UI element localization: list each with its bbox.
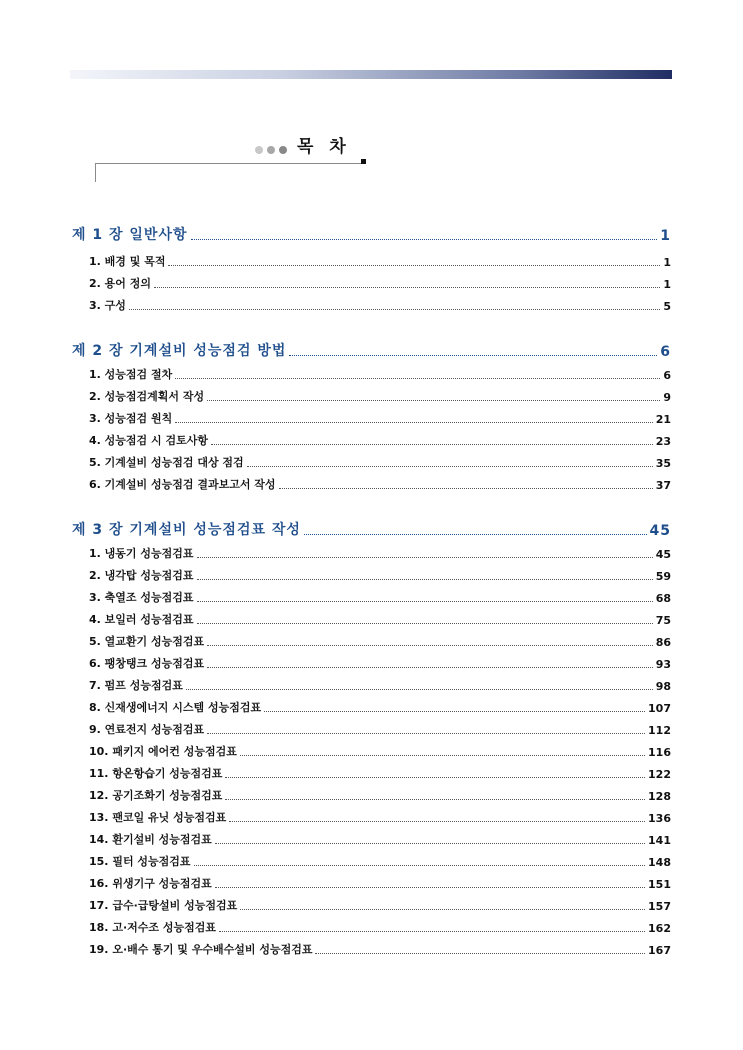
entry-label: 17. 급수·급탕설비 성능점검표	[89, 899, 238, 912]
title-square-marker	[361, 159, 366, 164]
toc-title-block	[95, 138, 375, 184]
toc-entry[interactable]	[89, 432, 671, 448]
toc-entry[interactable]	[89, 875, 671, 891]
entry-page: 93	[655, 658, 671, 671]
chapter-page: 1	[660, 228, 671, 244]
dot-leader	[175, 378, 660, 379]
toc-entry[interactable]	[89, 297, 671, 313]
entry-label: 11. 항온항습기 성능점검표	[89, 767, 223, 780]
toc-entry[interactable]	[89, 589, 671, 605]
entry-label: 3. 축열조 성능점검표	[89, 591, 194, 604]
dot-leader	[229, 821, 645, 822]
entry-page: 148	[648, 856, 671, 869]
entry-label: 13. 팬코일 유닛 성능점검표	[89, 811, 227, 824]
entry-page: 141	[648, 834, 671, 847]
entry-page: 86	[655, 636, 671, 649]
toc-entry[interactable]	[89, 787, 671, 803]
toc-entry[interactable]	[89, 831, 671, 847]
entry-label: 2. 용어 정의	[89, 277, 151, 290]
entry-page: 35	[655, 457, 671, 470]
entry-label: 6. 팽창탱크 성능점검표	[89, 657, 205, 670]
entry-page: 112	[648, 724, 671, 737]
entry-label: 18. 고·저수조 성능점검표	[89, 921, 216, 934]
toc-chapter-2[interactable]	[72, 340, 671, 360]
entry-page: 162	[648, 922, 671, 935]
entry-label: 1. 배경 및 목적	[89, 255, 166, 268]
entry-label: 12. 공기조화기 성능점검표	[89, 789, 223, 802]
toc-entry[interactable]	[89, 721, 671, 737]
entry-page: 37	[655, 479, 671, 492]
entry-page: 21	[655, 413, 671, 426]
toc-entry[interactable]	[89, 454, 671, 470]
entry-label: 15. 필터 성능점검표	[89, 855, 191, 868]
toc-entry[interactable]	[89, 476, 671, 492]
entry-page: 1	[663, 278, 671, 291]
toc-entry[interactable]	[89, 677, 671, 693]
dot-leader	[197, 623, 653, 624]
title-underline	[95, 163, 363, 164]
toc-entry[interactable]	[89, 567, 671, 583]
dot-leader	[207, 400, 660, 401]
toc-entry[interactable]	[89, 941, 671, 957]
entry-page: 167	[648, 944, 671, 957]
entry-label: 10. 패키지 에어컨 성능점검표	[89, 745, 237, 758]
chapter-page: 45	[649, 523, 671, 539]
dot-leader	[240, 755, 645, 756]
chapter-title: 제 3 장 기계설비 성능점검표 작성	[72, 522, 301, 538]
dot-leader	[175, 422, 652, 423]
dot-leader	[240, 909, 645, 910]
entry-page: 116	[648, 746, 671, 759]
dot-leader	[304, 534, 647, 535]
entry-label: 3. 성능점검 원칙	[89, 412, 173, 425]
entry-page: 122	[648, 768, 671, 781]
entry-label: 4. 보일러 성능점검표	[89, 613, 194, 626]
toc-entry[interactable]	[89, 388, 671, 404]
entry-label: 16. 위생기구 성능점검표	[89, 877, 212, 890]
entry-label: 19. 오·배수 통기 및 우수배수설비 성능점검표	[89, 943, 313, 956]
dot-leader	[207, 645, 653, 646]
entry-label: 14. 환기설비 성능점검표	[89, 833, 212, 846]
dot-leader	[225, 799, 645, 800]
entry-page: 98	[655, 680, 671, 693]
entry-label: 1. 성능점검 절차	[89, 368, 173, 381]
toc-entry[interactable]	[89, 410, 671, 426]
dot-leader	[207, 733, 645, 734]
entry-page: 1	[663, 256, 671, 269]
entry-label: 2. 냉각탑 성능점검표	[89, 569, 194, 582]
entry-page: 9	[663, 391, 671, 404]
dot-leader	[197, 579, 653, 580]
toc-entry[interactable]	[89, 897, 671, 913]
entry-label: 5. 기계설비 성능점검 대상 점검	[89, 456, 244, 469]
toc-entry[interactable]	[89, 699, 671, 715]
toc-entry[interactable]	[89, 809, 671, 825]
dot-leader	[211, 444, 653, 445]
dot-leader	[129, 309, 660, 310]
title-corner-line	[95, 163, 96, 182]
toc-entry[interactable]	[89, 253, 671, 269]
dot-leader	[207, 667, 653, 668]
dot-leader	[168, 265, 660, 266]
entry-label: 9. 연료전지 성능점검표	[89, 723, 205, 736]
dot-leader	[315, 953, 645, 954]
dot-leader	[215, 843, 645, 844]
entry-page: 45	[655, 548, 671, 561]
entry-label: 2. 성능점검계획서 작성	[89, 390, 205, 403]
dot-leader	[197, 601, 653, 602]
dot-leader	[219, 931, 645, 932]
entry-label: 4. 성능점검 시 검토사항	[89, 434, 208, 447]
toc-entry[interactable]	[89, 655, 671, 671]
toc-entry[interactable]	[89, 633, 671, 649]
entry-page: 151	[648, 878, 671, 891]
entry-label: 1. 냉동기 성능점검표	[89, 547, 194, 560]
entry-page: 59	[655, 570, 671, 583]
entry-page: 6	[663, 369, 671, 382]
entry-page: 128	[648, 790, 671, 803]
dot-leader	[279, 488, 653, 489]
entry-label: 6. 기계설비 성능점검 결과보고서 작성	[89, 478, 276, 491]
chapter-title: 제 1 장 일반사항	[72, 227, 188, 243]
entry-page: 75	[655, 614, 671, 627]
toc-entry[interactable]	[89, 611, 671, 627]
chapter-title: 제 2 장 기계설비 성능점검 방법	[72, 343, 287, 359]
page-title: 목 차	[297, 137, 351, 157]
title-dots-icon	[255, 144, 295, 156]
entry-page: 136	[648, 812, 671, 825]
entry-page: 68	[655, 592, 671, 605]
dot-leader	[215, 887, 645, 888]
toc-entry[interactable]	[89, 853, 671, 869]
entry-page: 23	[655, 435, 671, 448]
entry-label: 5. 열교환기 성능점검표	[89, 635, 205, 648]
dot-leader	[197, 557, 653, 558]
dot-leader	[247, 466, 653, 467]
toc-entry[interactable]	[89, 275, 671, 291]
entry-page: 5	[663, 300, 671, 313]
dot-leader	[191, 239, 658, 240]
dot-leader	[289, 355, 657, 356]
toc-entry[interactable]	[89, 366, 671, 382]
toc-entry[interactable]	[89, 545, 671, 561]
dot-leader	[225, 777, 645, 778]
dot-leader	[194, 865, 646, 866]
entry-label: 3. 구성	[89, 299, 126, 312]
entry-label: 8. 신재생에너지 시스템 성능점검표	[89, 701, 262, 714]
toc-chapter-3[interactable]	[72, 519, 671, 539]
dot-leader	[186, 689, 653, 690]
dot-leader	[264, 711, 645, 712]
entry-label: 7. 펌프 성능점검표	[89, 679, 183, 692]
dot-leader	[154, 287, 660, 288]
chapter-page: 6	[660, 344, 671, 360]
header-gradient-band	[70, 70, 672, 79]
entry-page: 157	[648, 900, 671, 913]
toc-entry[interactable]	[89, 743, 671, 759]
toc-entry[interactable]	[89, 765, 671, 781]
toc-entry[interactable]	[89, 919, 671, 935]
entry-page: 107	[648, 702, 671, 715]
toc-chapter-1[interactable]	[72, 224, 671, 244]
